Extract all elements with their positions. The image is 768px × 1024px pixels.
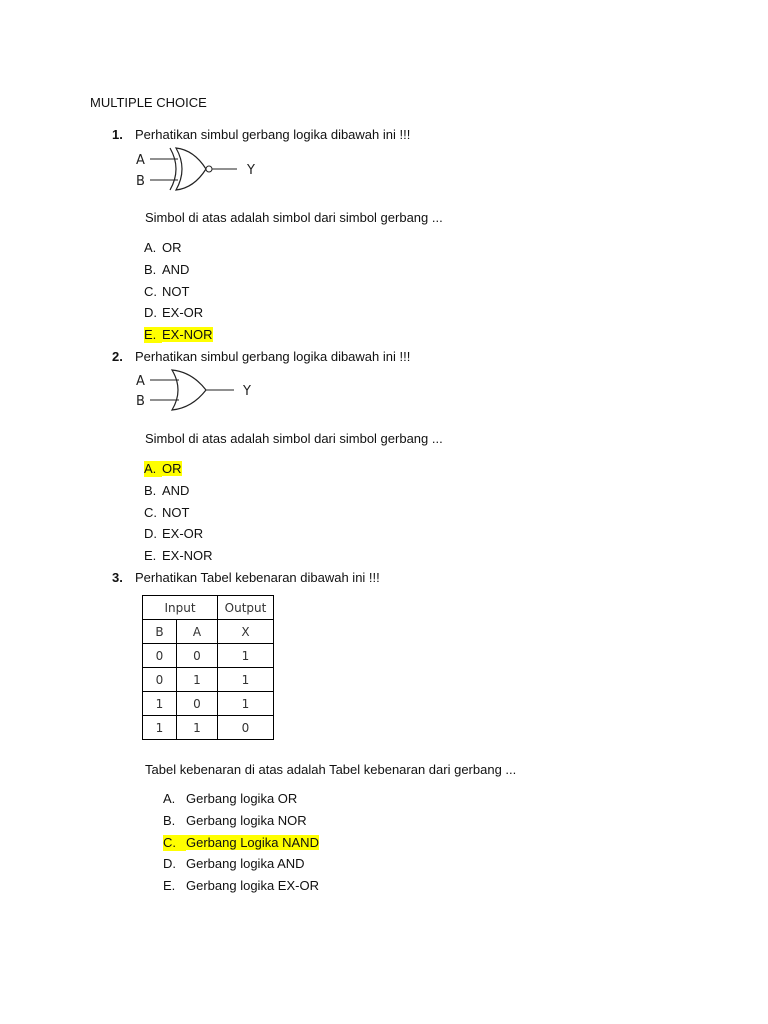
question-3-option-b[interactable]: B. Gerbang logika NOR [163,813,307,828]
question-1-option-e[interactable]: E. EX-NOR [144,327,213,342]
question-2-option-e[interactable]: E. EX-NOR [144,548,213,563]
question-3-prompt: Tabel kebenaran di atas adalah Tabel kebenaran dari gerbang ... [145,762,517,777]
question-2-option-a[interactable]: A. OR [144,461,182,476]
table-row [143,692,274,716]
table-cell: 1 [143,716,177,740]
highlighted-answer: Gerbang Logika NAND [186,835,319,850]
question-1-number: 1. [112,127,123,142]
question-3-option-d[interactable]: D. Gerbang logika AND [163,856,305,871]
table-cell: 1 [177,668,218,692]
gate-1-output-label: Y [247,163,255,178]
gate-2-input-a-label: A [136,374,145,389]
table-row [143,644,274,668]
question-2-number: 2. [112,349,123,364]
question-1 [112,127,410,143]
question-3-text: Perhatikan Tabel kebenaran dibawah ini !!! [135,570,380,585]
question-1-option-a[interactable]: A. OR [144,240,182,255]
question-2 [112,349,410,365]
table-cell: 1 [177,716,218,740]
highlighted-answer: EX-NOR [162,327,213,342]
question-1-option-b[interactable]: B. AND [144,262,190,277]
question-1-option-d[interactable]: D. EX-OR [144,305,204,320]
table-cell: 1 [143,692,177,716]
table-cell: 0 [177,644,218,668]
question-2-option-b[interactable]: B. AND [144,483,190,498]
table-cell: 0 [218,716,274,740]
gate-1-input-a-label: A [136,153,145,168]
truth-table [142,595,274,740]
highlighted-answer: OR [162,461,182,476]
table-cell: 0 [143,668,177,692]
question-3-number: 3. [112,570,123,585]
gate-2-output-label: Y [243,384,251,399]
truth-table-group-input: Input [143,596,218,620]
question-2-prompt: Simbol di atas adalah simbol dari simbol gerbang ... [145,431,443,446]
xnor-gate-icon [132,145,262,195]
question-1-text: Perhatikan simbul gerbang logika dibawah ini !!! [135,127,411,142]
table-cell: 1 [218,644,274,668]
gate-1-input-b-label: B [136,174,145,189]
table-row [143,716,274,740]
question-3-option-e[interactable]: E. Gerbang logika EX-OR [163,878,319,893]
or-gate-icon [132,368,257,414]
table-cell: 0 [143,644,177,668]
table-row [143,668,274,692]
question-1-option-c[interactable]: C. NOT [144,284,190,299]
question-2-option-d[interactable]: D. EX-OR [144,526,204,541]
truth-table-header-a: A [177,620,218,644]
question-2-option-c[interactable]: C. NOT [144,505,190,520]
truth-table-group-output: Output [218,596,274,620]
question-3 [112,570,380,586]
question-1-prompt: Simbol di atas adalah simbol dari simbol gerbang ... [145,210,443,225]
truth-table-header-x: X [218,620,274,644]
gate-2-input-b-label: B [136,394,145,409]
question-3-option-c[interactable]: C. Gerbang Logika NAND [163,835,319,850]
page-heading: MULTIPLE CHOICE [90,95,207,110]
truth-table-header-b: B [143,620,177,644]
question-2-text: Perhatikan simbul gerbang logika dibawah ini !!! [135,349,411,364]
table-cell: 0 [177,692,218,716]
table-cell: 1 [218,668,274,692]
table-cell: 1 [218,692,274,716]
question-3-option-a[interactable]: A. Gerbang logika OR [163,791,298,806]
